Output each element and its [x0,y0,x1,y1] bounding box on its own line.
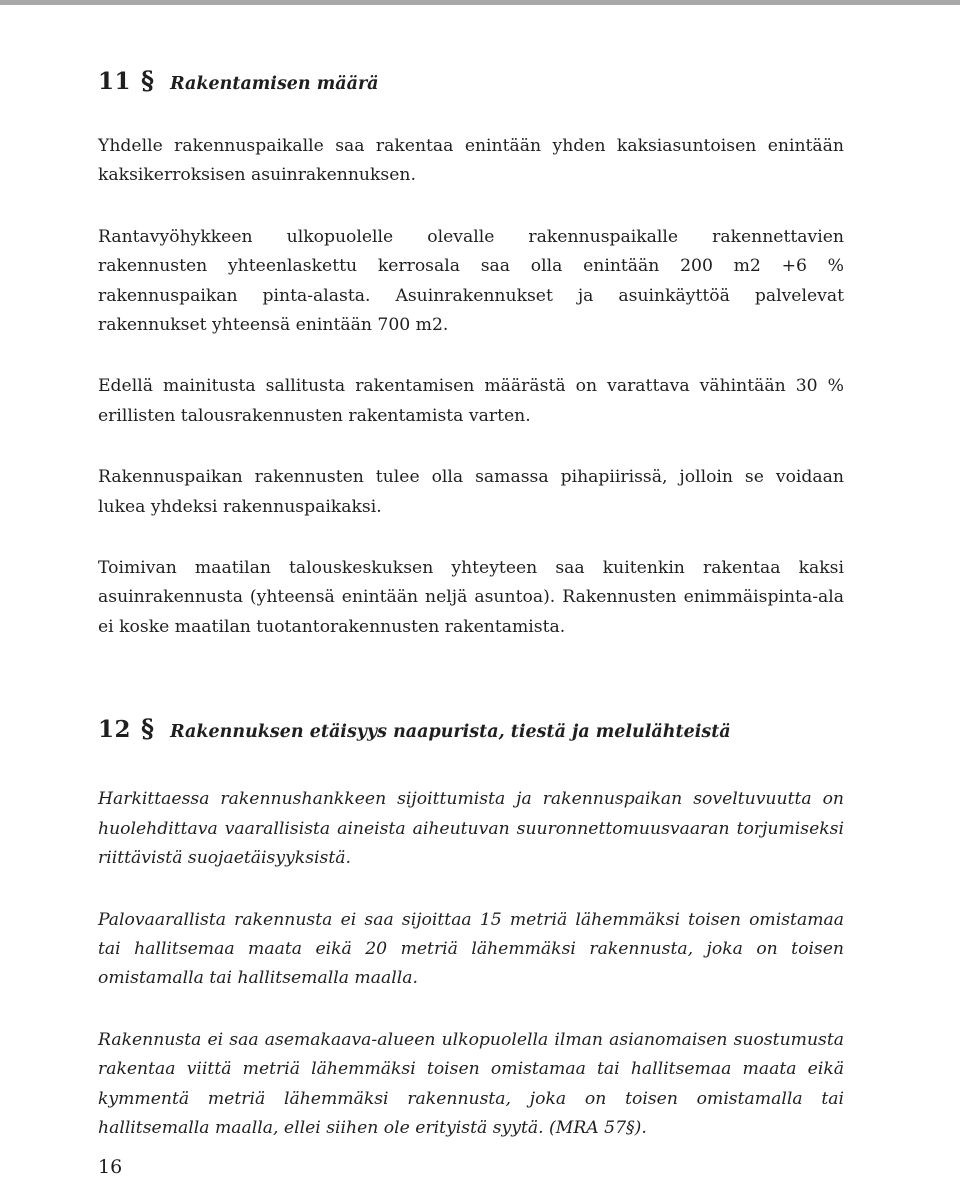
section-11 [98,66,844,642]
section-heading [98,714,844,748]
paragraph: Rantavyöhykkeen ulkopuolelle olevalle rakennuspaikalle rakennettavien rakennusten yhteenlaskettu kerrosala saa olla enintään 200 m2 +6 % rakennuspaikan pinta-alasta. Asuinrakennukset ja asuinkäyttöä palvelevat rakennukset yhteensä enintään 700 m2. [98,226,844,336]
section-number: 11 [98,68,132,95]
section-heading [98,66,844,102]
section-12 [98,714,844,1143]
section-title: Rakennuksen etäisyys naapurista, tiestä ja melulähteistä [170,722,731,743]
paragraph: Rakennuspaikan rakennusten tulee olla samassa pihapiirissä, jolloin se voidaan lukea yhdeksi rakennuspaikaksi. [98,467,844,517]
paragraph: Yhdelle rakennuspaikalle saa rakentaa enintään yhden kaksiasuntoisen enintään kaksikerroksisen asuinrakennuksen. [98,136,844,186]
paragraph: Rakennusta ei saa asemakaava-alueen ulkopuolella ilman asianomaisen suostumusta rakentaa viittä metriä lähemmäksi toisen omistamaa tai hallitsemaa maata eikä kymmentä metriä lähemmäksi rakennusta, joka on toisen omistamalla tai hallitsemalla maalla, ellei siihen ole erityistä syytä. (MRA 57§). [98,1029,844,1138]
document-page [98,66,844,1143]
section-title: Rakentamisen määrä [170,74,379,94]
page-number: 16 [98,1156,123,1178]
paragraph: Harkittaessa rakennushankkeen sijoittumista ja rakennuspaikan soveltuvuutta on huolehdittava vaarallisista aineista aiheutuvan suuronnettomuusvaaran torjumiseksi riittävistä suojaetäisyyksistä. [98,789,844,869]
paragraph: Palovaarallista rakennusta ei saa sijoittaa 15 metriä lähemmäksi toisen omistamaa tai hallitsemaa maata eikä 20 metriä lähemmäksi rakennusta, joka on toisen omistamalla tai hallitsemalla maalla. [98,909,844,989]
section-mark: § [141,714,155,744]
section-mark: § [141,66,155,95]
paragraph: Toimivan maatilan talouskeskuksen yhteyteen saa kuitenkin rakentaa kaksi asuinrakennusta (yhteensä enintään neljä asuntoa). Rakennusten enimmäispinta-ala ei koske maatilan tuotantorakennusten rakentamista. [98,558,844,637]
paragraph: Edellä mainitusta sallitusta rakentamisen määrästä on varattava vähintään 30 % erillisten talousrakennusten rakentamista varten. [98,376,844,426]
top-rule [0,0,960,5]
section-number: 12 [98,716,132,744]
